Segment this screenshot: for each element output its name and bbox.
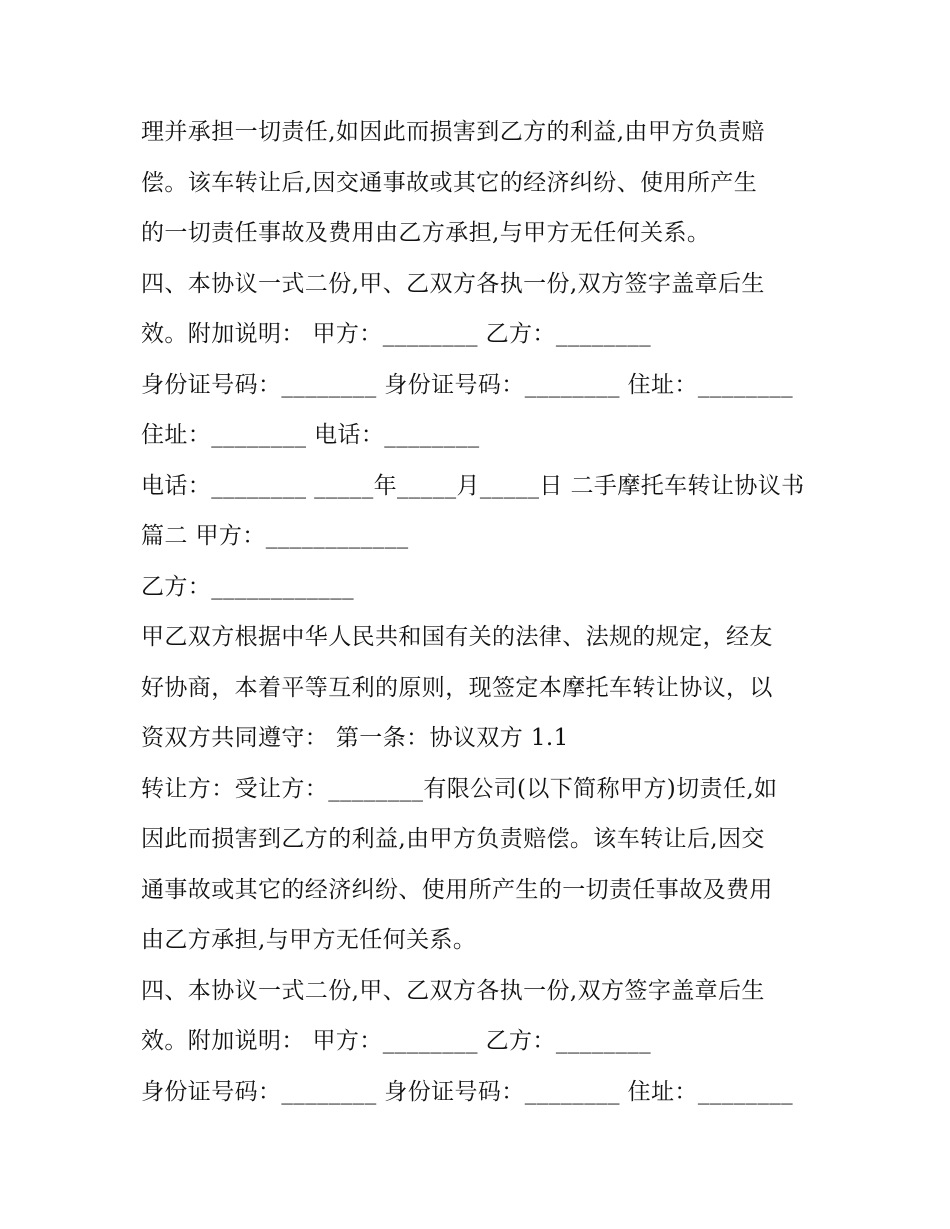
text-line: 效。附加说明： 甲方：________ 乙方：________ [141,321,652,347]
text-line: 转让方：受让方：________有限公司(以下简称甲方)切责任,如 [141,775,778,802]
text-line: 乙方：____________ [141,573,354,600]
text-line: 甲乙双方根据中华人民共和国有关的法律、法规的规定，经友 [141,624,773,650]
text-line: 身份证号码：________ 身份证号码：________ 住址：________ [141,1078,794,1105]
text-line: 效。附加说明： 甲方：________ 乙方：________ [141,1028,652,1054]
text-line: 理并承担一切责任,如因此而损害到乙方的利益,由甲方负责赔 [141,119,765,145]
text-line: 电话：________ _____年_____月_____日 二手摩托车转让协议书 [141,472,805,499]
text-line: 篇二 甲方：____________ [141,523,409,549]
text-line: 四、本协议一式二份,甲、乙双方各执一份,双方签字盖章后生 [141,270,765,297]
text-line: 偿。该车转让后,因交通事故或其它的经济纠纷、使用所产生 [141,169,758,196]
text-line: 因此而损害到乙方的利益,由甲方负责赔偿。该车转让后,因交 [141,826,765,852]
text-line: 资双方共同遵守： 第一条：协议双方 1.1 [141,725,569,751]
text-line: 身份证号码：________ 身份证号码：________ 住址：________ [141,371,794,398]
text-line: 由乙方承担,与甲方无任何关系。 [141,927,477,953]
text-line: 的一切责任事故及费用由乙方承担,与甲方无任何关系。 [141,220,711,246]
text-line: 四、本协议一式二份,甲、乙双方各执一份,双方签字盖章后生 [141,977,765,1004]
text-line: 通事故或其它的经济纠纷、使用所产生的一切责任事故及费用 [141,876,773,903]
text-line: 住址：________ 电话：________ [141,422,480,448]
text-line: 好协商，本着平等互利的原则，现签定本摩托车转让协议，以 [141,674,773,701]
document-body [141,107,821,1117]
